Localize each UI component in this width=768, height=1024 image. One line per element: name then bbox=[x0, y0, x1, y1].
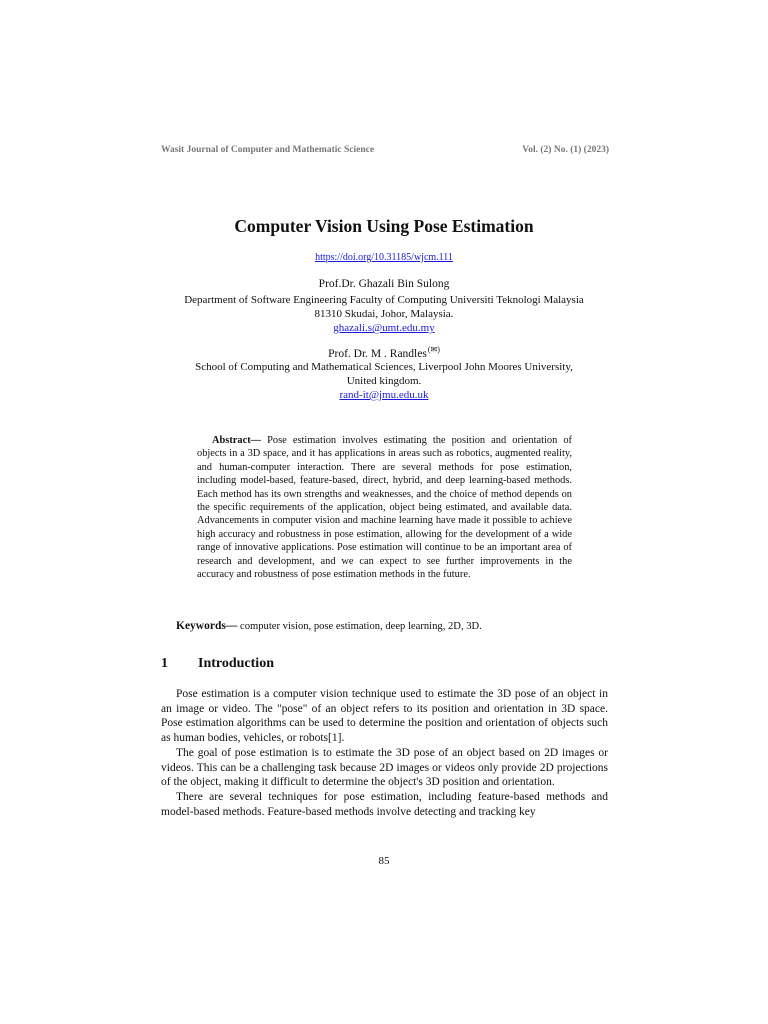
running-header bbox=[161, 145, 609, 155]
author-1-email[interactable]: ghazali.s@umt.edu.my bbox=[333, 322, 435, 334]
author-1-affiliation-line: 81310 Skudai, Johor, Malaysia. bbox=[314, 308, 454, 320]
corresponding-author-icon: (✉) bbox=[427, 345, 440, 354]
keywords-label: Keywords— bbox=[176, 620, 238, 632]
section-number: 1 bbox=[161, 656, 168, 671]
author-1-affiliation-line: Department of Software Engineering Faculty of Computing Universiti Teknologi Malaysia bbox=[184, 294, 584, 306]
doi-link-wrap bbox=[0, 252, 768, 263]
author-2-name-text: Prof. Dr. M . Randles bbox=[328, 347, 427, 360]
author-1-affiliation bbox=[0, 293, 768, 335]
section-heading bbox=[161, 656, 274, 672]
abstract bbox=[197, 434, 572, 581]
author-2-affiliation-line: School of Computing and Mathematical Sciences, Liverpool John Moores University, bbox=[195, 361, 573, 373]
author-2-affiliation bbox=[0, 360, 768, 402]
section-title: Introduction bbox=[198, 656, 274, 671]
paragraph: The goal of pose estimation is to estimate the 3D pose of an object based on 2D images or videos. This can be a challenging task because 2D images or videos only provide 2D projections of the object, making it difficult to determine the object's 3D position and orientation. bbox=[161, 746, 608, 789]
paper-title: Computer Vision Using Pose Estimation bbox=[234, 216, 534, 236]
abstract-label: Abstract— bbox=[212, 435, 262, 446]
doi-link[interactable]: https://doi.org/10.31185/wjcm.111 bbox=[315, 252, 453, 263]
volume-info: Vol. (2) No. (1) (2023) bbox=[522, 145, 609, 155]
author-2-email[interactable]: rand-it@jmu.edu.uk bbox=[339, 389, 429, 401]
journal-name: Wasit Journal of Computer and Mathematic Science bbox=[161, 145, 375, 155]
author-2-name bbox=[0, 345, 768, 360]
body-text bbox=[161, 687, 608, 819]
paragraph: There are several techniques for pose estimation, including feature-based methods and model-based methods. Feature-based methods involve detecting and tracking key bbox=[161, 790, 608, 818]
author-2-affiliation-line: United kingdom. bbox=[346, 375, 422, 387]
keywords bbox=[176, 620, 596, 632]
page-number: 85 bbox=[378, 855, 390, 867]
author-1-name: Prof.Dr. Ghazali Bin Sulong bbox=[318, 278, 450, 290]
keywords-text: computer vision, pose estimation, deep learning, 2D, 3D. bbox=[237, 621, 482, 632]
paragraph: Pose estimation is a computer vision technique used to estimate the 3D pose of an object in an image or video. The "pose" of an object refers to its position and orientation in 3D space. Pose estimation algorithms can be used to determine the position and orientation of objects such as human bodies, vehicles, or robots[1]. bbox=[161, 688, 608, 745]
abstract-text: Pose estimation involves estimating the position and orientation of objects in a 3D space, and it has applications in areas such as robotics, augmented reality, and human-computer interaction. There are several methods for pose estimation, including model-based, feature-based, direct, hybrid, and deep learning-based methods. Each method has its own strengths and weaknesses, and the choice of method depends on the specific requirements of the application, object being estimated, and available data. Advancements in computer vision and machine learning have made it possible to achieve high accuracy and robustness in pose estimation, allowing for the development of a wide range of innovative applications. Pose estimation will continue to be an important area of research and development, and we can expect to see further improvements in the accuracy and robustness of pose estimation methods in the future. bbox=[197, 435, 572, 581]
